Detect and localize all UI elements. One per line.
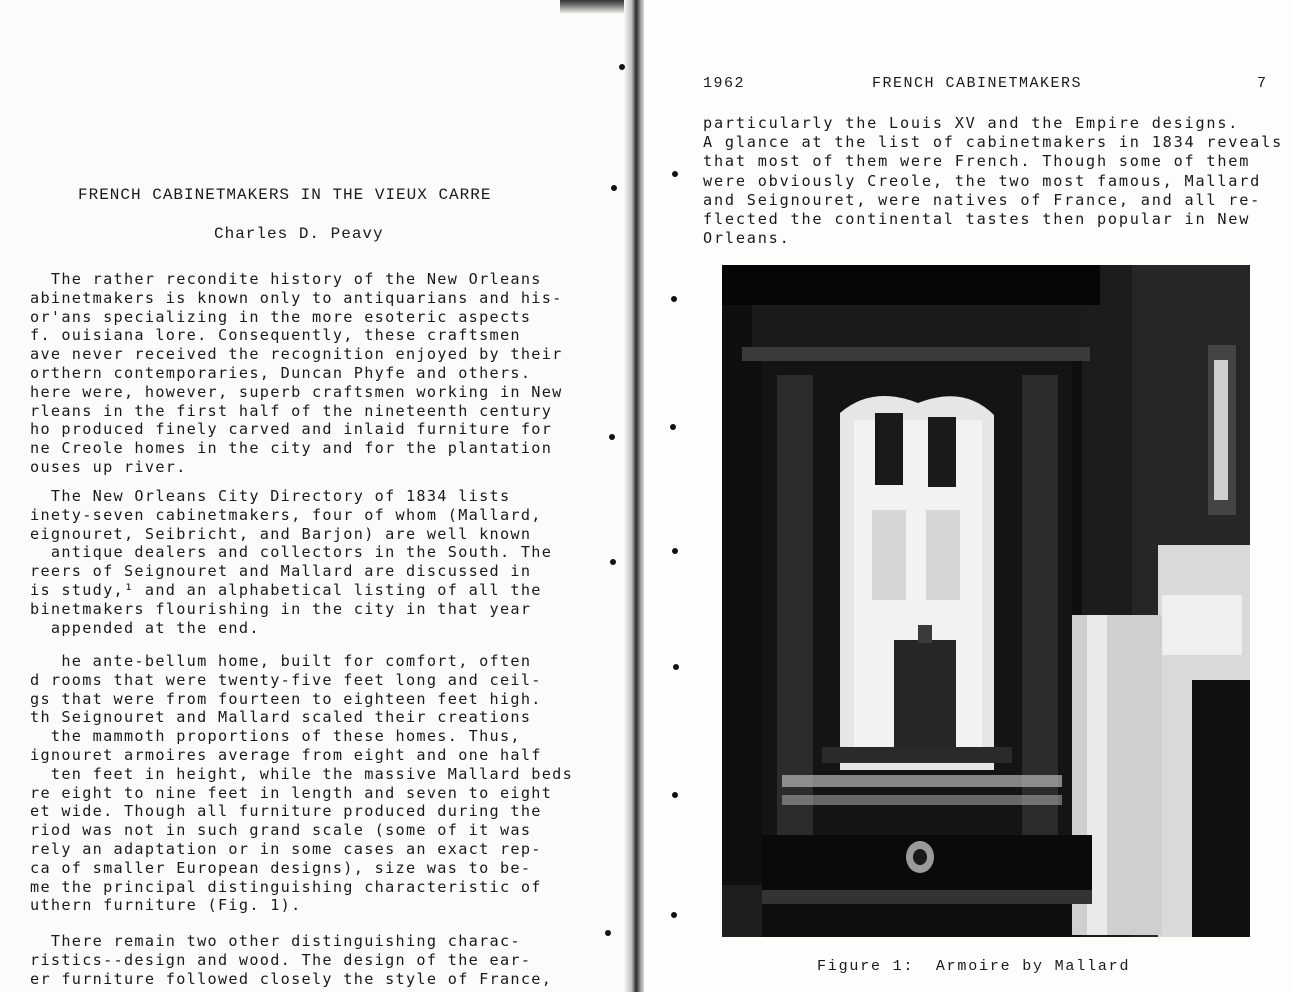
binder-hole-mark xyxy=(611,185,617,191)
page-number: 7 xyxy=(1257,75,1268,92)
binder-hole-mark xyxy=(671,912,677,918)
binder-hole-mark xyxy=(605,930,611,936)
left-page xyxy=(0,0,640,992)
article-title: FRENCH CABINETMAKERS IN THE VIEUX CARRE xyxy=(78,186,492,204)
paragraph-4: There remain two other distinguishing charac- ristics--design and wood. The design of the ear- er furniture followed closely the style of France, xyxy=(30,932,553,988)
paragraph-3: he ante-bellum home, built for comfort, often d rooms that were twenty-five feet long and ceil- gs that were from fourteen to eighteen feet high. th Seignouret and Mallard scaled their creations the mammoth proportions of these homes. Thus, ignouret armoires average from eight and one half ten feet in height, while the massive Mallard beds re eight to nine feet in length and seven to eight et wide. Though all furniture produced during the riod was not in such grand scale (some of it was rely an adaptation or in some cases an exact rep- ca of smaller European designs), size was to be- me the principal distinguishing characteristic of uthern furniture (Fig. 1). xyxy=(30,652,574,915)
right-paragraph: particularly the Louis XV and the Empire designs. A glance at the list of cabinetmakers in 1834 reveals that most of them were French. Though some of them were obviously Creole, the two most famous, Mallard and Seignouret, were natives of France, and all re- flected the continental tastes then popular in New Orleans. xyxy=(703,114,1284,248)
article-author: Charles D. Peavy xyxy=(214,225,384,243)
book-gutter xyxy=(624,0,646,992)
armoire-photograph xyxy=(722,265,1250,937)
binder-hole-mark xyxy=(619,64,625,70)
armoire-photo-illustration xyxy=(722,265,1250,937)
binder-hole-mark xyxy=(672,171,678,177)
binder-hole-mark xyxy=(672,548,678,554)
binder-hole-mark xyxy=(672,792,678,798)
binder-hole-mark xyxy=(670,424,676,430)
binder-hole-mark xyxy=(671,296,677,302)
running-header-title: FRENCH CABINETMAKERS xyxy=(872,75,1083,92)
paragraph-2: The New Orleans City Directory of 1834 lists inety-seven cabinetmakers, four of whom (Mallard, eignouret, Seibricht, and Barjon) are well known antique dealers and collectors in the South. The reers of Seignouret and Mallard are discussed in is study,¹ and an alphabetical listing of all the binetmakers flourishing in the city in that year appended at the end. xyxy=(30,487,553,637)
binder-hole-mark xyxy=(673,664,679,670)
binder-hole-mark xyxy=(609,434,615,440)
figure-caption: Figure 1: Armoire by Mallard xyxy=(817,958,1131,975)
running-header-year: 1962 xyxy=(703,75,746,92)
binder-hole-mark xyxy=(610,559,616,565)
paragraph-1: The rather recondite history of the New Orleans abinetmakers is known only to antiquarians and his- or'ans specializing in the more esoteric aspects f. ouisiana lore. Consequently, these craftsmen ave never received the recognition enjoyed by their orthern contemporaries, Duncan Phyfe and others. here were, however, superb craftsmen working in New rleans in the first half of the nineteenth century ho produced finely carved and inlaid furniture for ne Creole homes in the city and for the plantation ouses up river. xyxy=(30,270,563,476)
